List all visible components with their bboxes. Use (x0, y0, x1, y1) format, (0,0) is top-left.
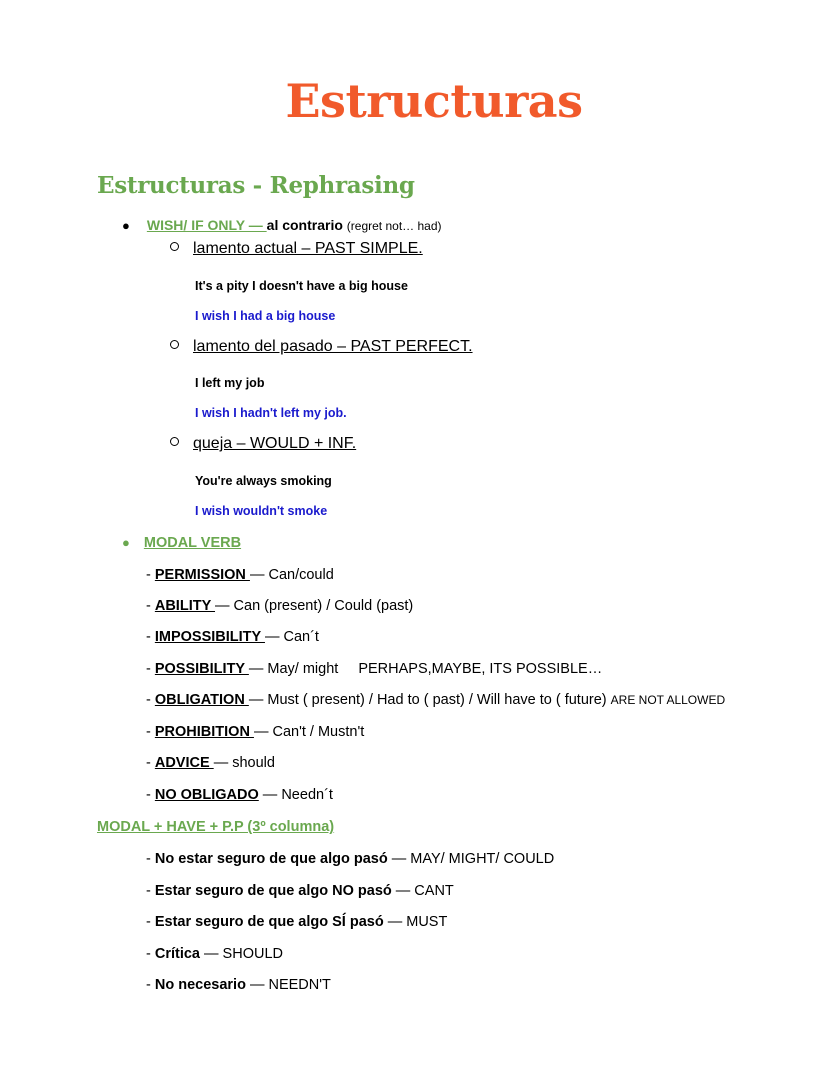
circle-bullet-icon (170, 242, 179, 251)
wish-answer-3: I wish wouldn't smoke (195, 504, 328, 518)
obligation-extra: ARE NOT ALLOWED (610, 693, 726, 707)
wish-bullet (122, 217, 442, 233)
wish-answer-2: I wish I hadn't left my job. (195, 406, 347, 420)
circle-bullet-icon (170, 340, 179, 349)
modal-have-item: - No necesario — NEEDN'T (146, 977, 331, 993)
wish-label: WISH/ IF ONLY — (146, 217, 267, 233)
wish-note: (regret not… had) (346, 219, 442, 233)
modal-have-item: - No estar seguro de que algo pasó — MAY/ MIGHT/ COULD (146, 851, 555, 867)
modal-item: - PERMISSION — Can/could (146, 567, 334, 583)
modal-verb-label: MODAL VERB (143, 535, 242, 551)
wish-example-1: It's a pity I doesn't have a big house (195, 279, 408, 293)
modal-item: - PROHIBITION — Can't / Mustn't (146, 724, 365, 740)
modal-item: - NO OBLIGADO — Needn´t (146, 787, 333, 803)
modal-have-item: - Estar seguro de que algo NO pasó — CANT (146, 883, 454, 899)
modal-have-item: - Estar seguro de que algo SÍ pasó — MUST (146, 914, 448, 930)
modal-have-item: - Crítica — SHOULD (146, 946, 283, 962)
modal-item: - IMPOSSIBILITY — Can´t (146, 629, 319, 645)
modal-item: - OBLIGATION — Must ( present) / Had to ( past) / Will have to ( future) ARE NOT ALLOWED (146, 692, 726, 708)
wish-sub-1: lamento actual – PAST SIMPLE. (170, 240, 423, 258)
modal-item: - ABILITY — Can (present) / Could (past) (146, 598, 414, 614)
page-title: Estructuras (285, 74, 583, 128)
wish-bold: al contrario (266, 217, 343, 233)
modal-item: - ADVICE — should (146, 755, 275, 771)
bullet-icon: ● (122, 218, 130, 233)
wish-sub-2: lamento del pasado – PAST PERFECT. (170, 338, 473, 356)
wish-sub-3: queja – WOULD + INF. (170, 435, 356, 453)
circle-bullet-icon (170, 437, 179, 446)
section-heading: Estructuras - Rephrasing (97, 172, 415, 199)
possibility-extra: PERHAPS,MAYBE, ITS POSSIBLE… (358, 661, 603, 677)
wish-example-2: I left my job (195, 376, 265, 390)
bullet-icon: ● (122, 535, 130, 550)
modal-item: - POSSIBILITY — May/ might PERHAPS,MAYBE, ITS POSSIBLE… (146, 661, 603, 677)
modal-have-heading: MODAL + HAVE + P.P (3º columna) (97, 819, 335, 835)
wish-answer-1: I wish I had a big house (195, 309, 336, 323)
wish-example-3: You're always smoking (195, 474, 332, 488)
modal-verb-bullet (122, 534, 241, 551)
